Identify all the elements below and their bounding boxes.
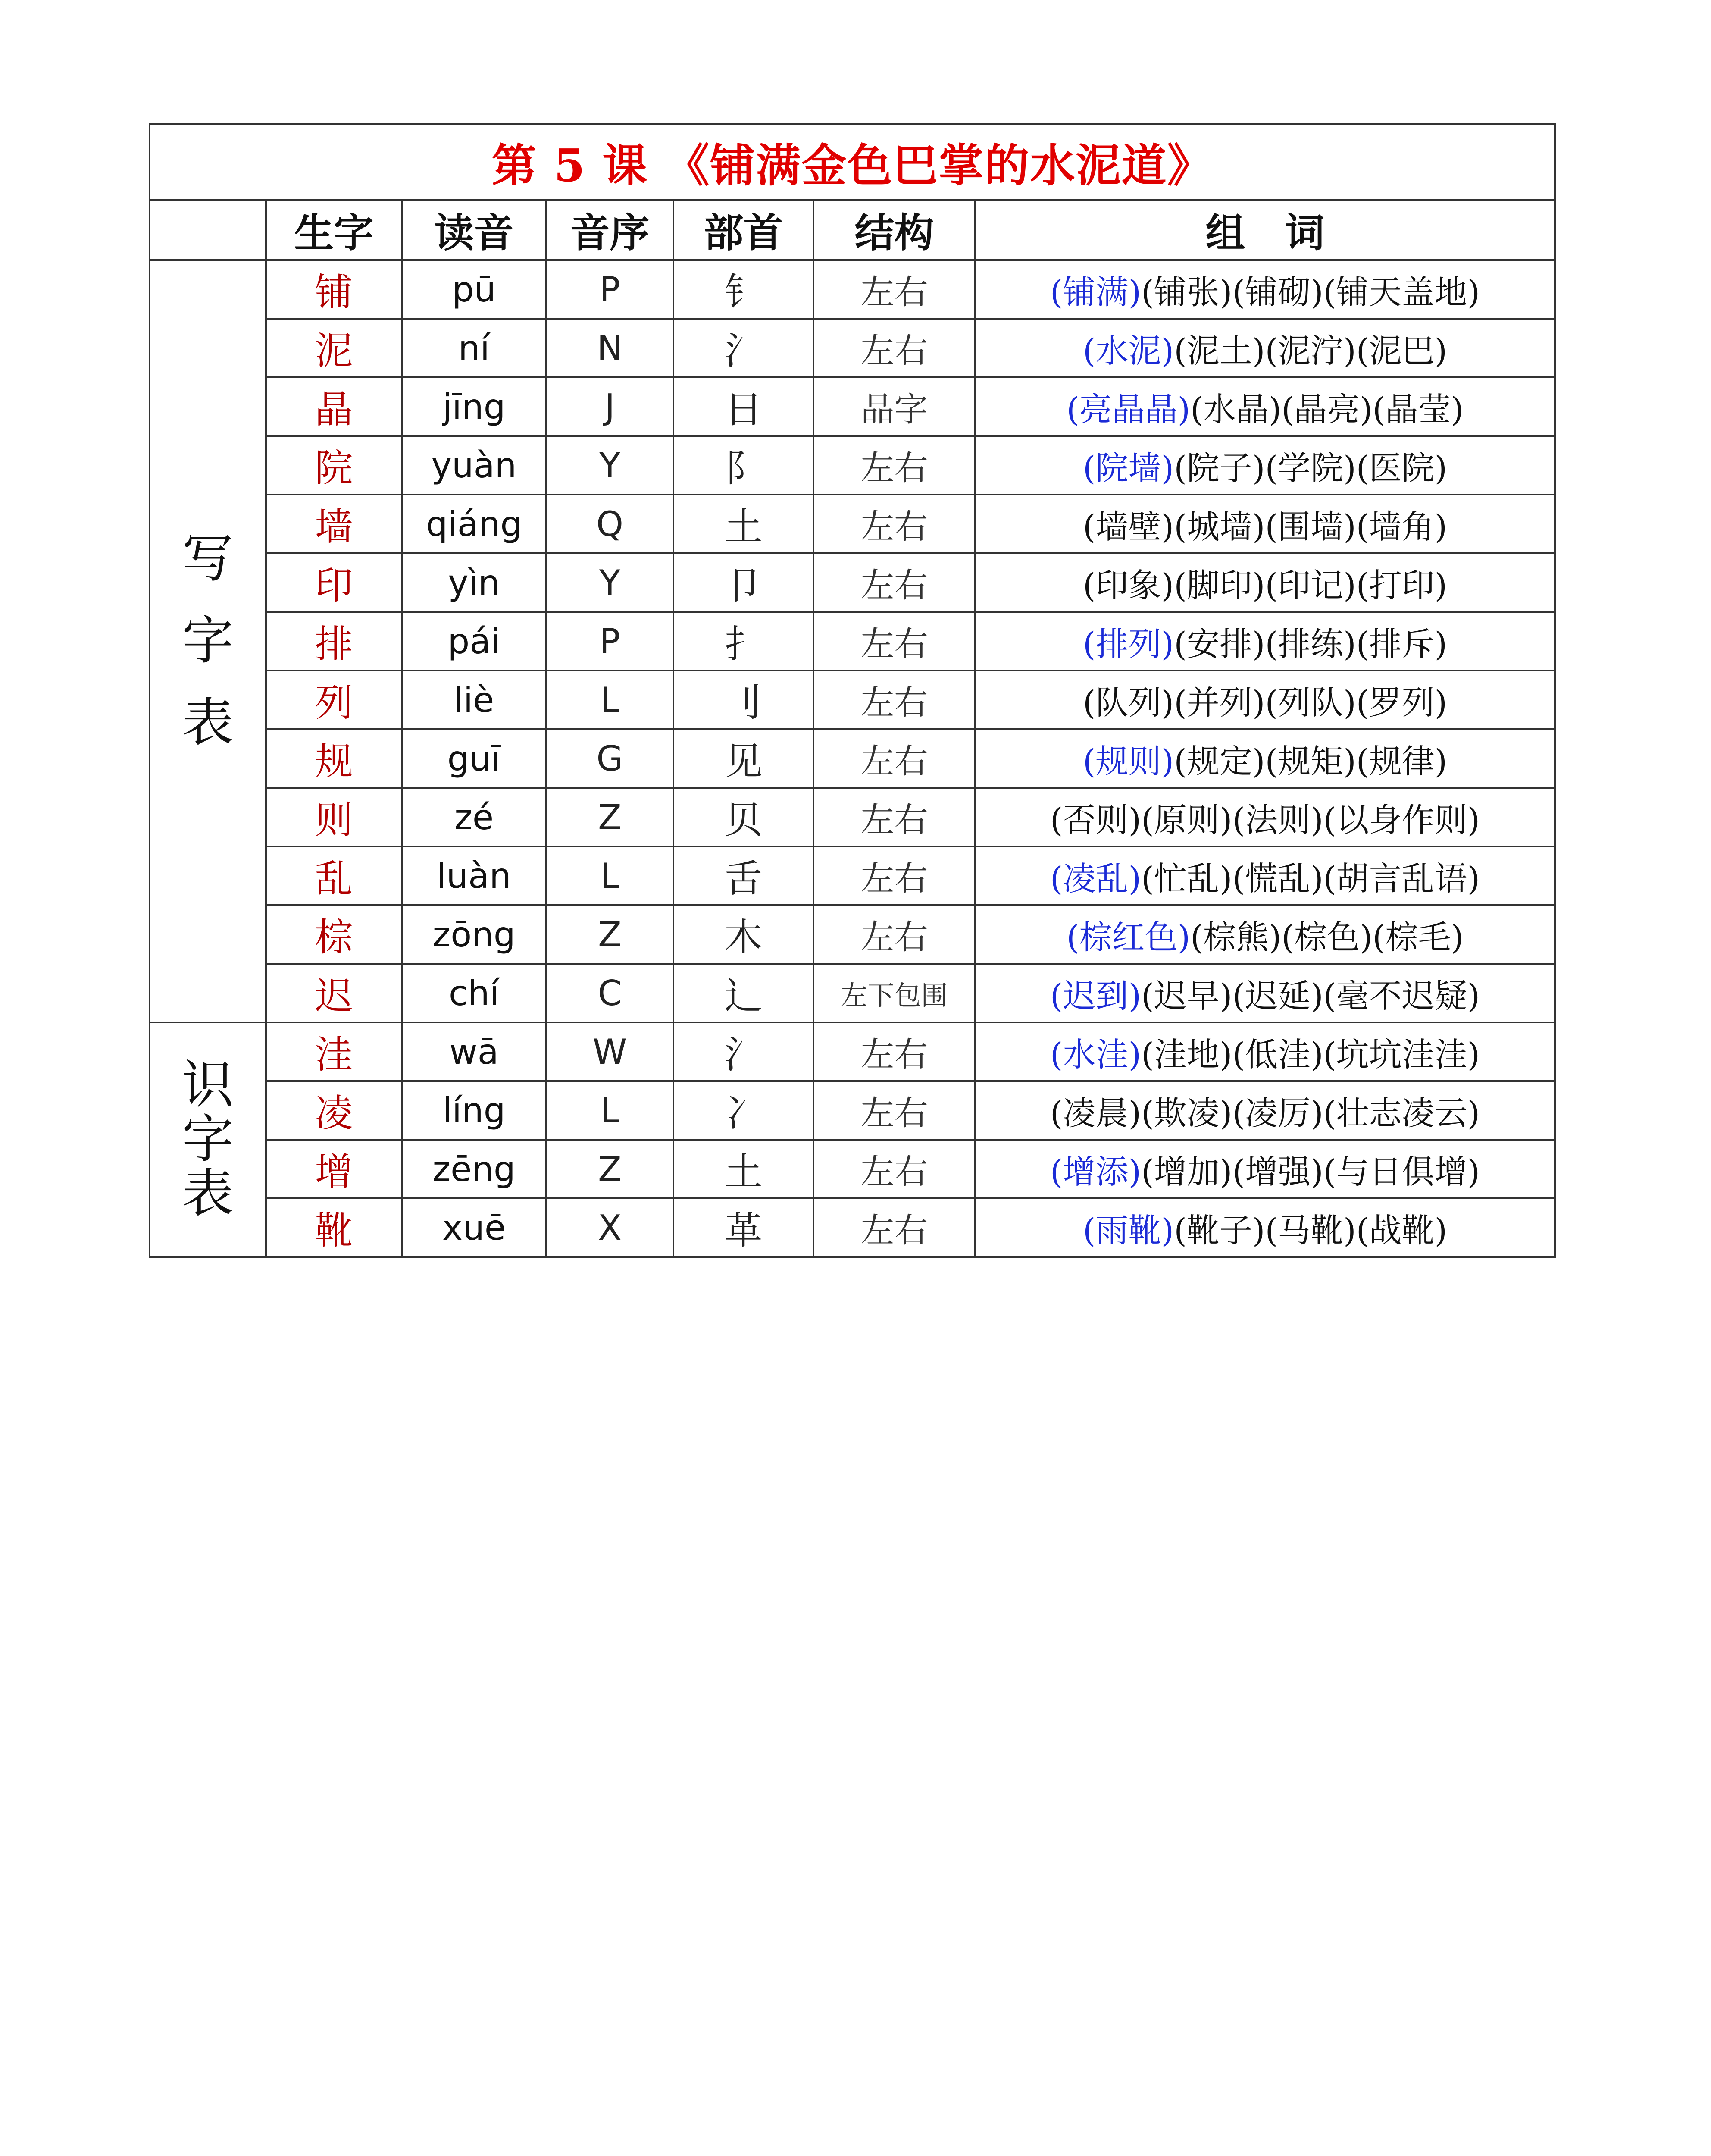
- pinyin-cell: yuàn: [402, 436, 546, 495]
- words-cell: [975, 495, 1555, 553]
- section-char: 表: [182, 693, 234, 753]
- pinyin-cell: guī: [402, 729, 546, 788]
- table-row: [150, 260, 1555, 319]
- index-cell: Z: [546, 788, 673, 846]
- structure-cell: 左右: [813, 260, 975, 319]
- section-char: 字: [182, 611, 234, 671]
- word-list: (凌晨)(欺凌)(凌厉)(壮志凌云): [1050, 1094, 1480, 1132]
- words-cell: [975, 553, 1555, 612]
- index-cell: X: [546, 1198, 673, 1257]
- structure-cell: 左右: [813, 436, 975, 495]
- structure-cell: 品字: [813, 377, 975, 436]
- words-cell: [975, 1140, 1555, 1198]
- radical-cell: 木: [673, 905, 813, 964]
- structure-cell: 左右: [813, 729, 975, 788]
- char-cell: 晶: [266, 377, 402, 436]
- word-list: (队列)(并列)(列队)(罗列): [1082, 683, 1448, 722]
- header-pinyin: 读音: [402, 200, 546, 260]
- pinyin-cell: wā: [402, 1022, 546, 1081]
- words-cell: [975, 612, 1555, 671]
- structure-cell: 左右: [813, 1198, 975, 1257]
- words-cell: [975, 436, 1555, 495]
- char-cell: 靴: [266, 1198, 402, 1257]
- pinyin-cell: líng: [402, 1081, 546, 1140]
- highlighted-word: (院墙): [1082, 448, 1174, 487]
- header-radical: 部首: [673, 200, 813, 260]
- char-cell: 凌: [266, 1081, 402, 1140]
- table-row: [150, 553, 1555, 612]
- pinyin-cell: zōng: [402, 905, 546, 964]
- table-row: [150, 495, 1555, 553]
- table-row: [150, 612, 1555, 671]
- structure-cell: 左右: [813, 671, 975, 729]
- table-row: [150, 436, 1555, 495]
- char-cell: 列: [266, 671, 402, 729]
- word-list: (安排)(排练)(排斥): [1174, 624, 1448, 663]
- index-cell: J: [546, 377, 673, 436]
- index-cell: Y: [546, 553, 673, 612]
- table-row: [150, 671, 1555, 729]
- radical-cell: 冫: [673, 1081, 813, 1140]
- index-cell: C: [546, 964, 673, 1022]
- radical-cell: 氵: [673, 319, 813, 377]
- structure-cell: 左右: [813, 612, 975, 671]
- section-recognize-label: [150, 1022, 266, 1257]
- table-row: [150, 377, 1555, 436]
- section-char: 写: [182, 529, 234, 589]
- pinyin-cell: yìn: [402, 553, 546, 612]
- pinyin-cell: jīng: [402, 377, 546, 436]
- index-cell: Y: [546, 436, 673, 495]
- char-cell: 院: [266, 436, 402, 495]
- index-cell: P: [546, 260, 673, 319]
- radical-cell: 日: [673, 377, 813, 436]
- word-list: (印象)(脚印)(印记)(打印): [1082, 566, 1448, 605]
- highlighted-word: (棕红色): [1066, 918, 1191, 956]
- words-cell: [975, 260, 1555, 319]
- highlighted-word: (水泥): [1082, 331, 1174, 370]
- index-cell: Z: [546, 905, 673, 964]
- structure-cell: 左右: [813, 1081, 975, 1140]
- table-row: [150, 788, 1555, 846]
- section-write-label: [150, 260, 266, 1022]
- table-row: [150, 1081, 1555, 1140]
- char-cell: 乱: [266, 846, 402, 905]
- structure-cell: 左右: [813, 495, 975, 553]
- char-cell: 增: [266, 1140, 402, 1198]
- header-blank: [150, 200, 266, 260]
- pinyin-cell: xuē: [402, 1198, 546, 1257]
- words-cell: [975, 319, 1555, 377]
- structure-cell: 左右: [813, 1140, 975, 1198]
- word-list: (迟早)(迟延)(毫不迟疑): [1141, 976, 1480, 1015]
- table-row: [150, 1140, 1555, 1198]
- structure-cell: 左右: [813, 319, 975, 377]
- words-cell: [975, 1198, 1555, 1257]
- vocabulary-table: [149, 123, 1556, 1258]
- table-row: [150, 729, 1555, 788]
- word-list: (水晶)(晶亮)(晶莹): [1190, 390, 1464, 429]
- radical-cell: 贝: [673, 788, 813, 846]
- table-row: [150, 1198, 1555, 1257]
- radical-cell: 钅: [673, 260, 813, 319]
- words-cell: [975, 1022, 1555, 1081]
- radical-cell: 革: [673, 1198, 813, 1257]
- structure-cell: 左右: [813, 788, 975, 846]
- table-row: [150, 846, 1555, 905]
- word-list: (忙乱)(慌乱)(胡言乱语): [1141, 859, 1480, 898]
- radical-cell: 刂: [673, 671, 813, 729]
- char-cell: 印: [266, 553, 402, 612]
- word-list: (靴子)(马靴)(战靴): [1174, 1211, 1448, 1250]
- section-char: 识: [182, 1055, 234, 1115]
- word-list: (否则)(原则)(法则)(以身作则): [1050, 800, 1480, 839]
- word-list: (墙壁)(城墙)(围墙)(墙角): [1082, 507, 1448, 546]
- index-cell: L: [546, 846, 673, 905]
- char-cell: 洼: [266, 1022, 402, 1081]
- radical-cell: 土: [673, 1140, 813, 1198]
- char-cell: 排: [266, 612, 402, 671]
- pinyin-cell: chí: [402, 964, 546, 1022]
- highlighted-word: (水洼): [1050, 1035, 1142, 1074]
- highlighted-word: (凌乱): [1050, 859, 1142, 898]
- index-cell: G: [546, 729, 673, 788]
- highlighted-word: (雨靴): [1082, 1211, 1174, 1250]
- char-cell: 棕: [266, 905, 402, 964]
- highlighted-word: (规则): [1082, 742, 1174, 780]
- structure-cell: 左右: [813, 905, 975, 964]
- index-cell: Z: [546, 1140, 673, 1198]
- radical-cell: 氵: [673, 1022, 813, 1081]
- word-list: (铺张)(铺砌)(铺天盖地): [1141, 273, 1480, 311]
- index-cell: P: [546, 612, 673, 671]
- lesson-title: 第 5 课 《铺满金色巴掌的水泥道》: [150, 124, 1555, 200]
- structure-cell: 左右: [813, 846, 975, 905]
- pinyin-cell: liè: [402, 671, 546, 729]
- words-cell: [975, 964, 1555, 1022]
- char-cell: 泥: [266, 319, 402, 377]
- table-row: [150, 964, 1555, 1022]
- index-cell: Q: [546, 495, 673, 553]
- pinyin-cell: pū: [402, 260, 546, 319]
- word-list: (增加)(增强)(与日俱增): [1141, 1152, 1480, 1191]
- radical-cell: 辶: [673, 964, 813, 1022]
- radical-cell: 见: [673, 729, 813, 788]
- header-char: 生字: [266, 200, 402, 260]
- index-cell: L: [546, 671, 673, 729]
- word-list: (棕熊)(棕色)(棕毛): [1190, 918, 1464, 956]
- char-cell: 则: [266, 788, 402, 846]
- index-cell: W: [546, 1022, 673, 1081]
- index-cell: N: [546, 319, 673, 377]
- pinyin-cell: pái: [402, 612, 546, 671]
- pinyin-cell: zé: [402, 788, 546, 846]
- structure-cell: 左右: [813, 1022, 975, 1081]
- radical-cell: 阝: [673, 436, 813, 495]
- structure-cell: 左右: [813, 553, 975, 612]
- char-cell: 迟: [266, 964, 402, 1022]
- highlighted-word: (亮晶晶): [1066, 390, 1191, 429]
- pinyin-cell: ní: [402, 319, 546, 377]
- char-cell: 墙: [266, 495, 402, 553]
- radical-cell: 舌: [673, 846, 813, 905]
- header-index: 音序: [546, 200, 673, 260]
- highlighted-word: (迟到): [1050, 976, 1142, 1015]
- highlighted-word: (铺满): [1050, 273, 1142, 311]
- words-cell: [975, 377, 1555, 436]
- highlighted-word: (排列): [1082, 624, 1174, 663]
- words-cell: [975, 905, 1555, 964]
- char-cell: 铺: [266, 260, 402, 319]
- word-list: (洼地)(低洼)(坑坑洼洼): [1141, 1035, 1480, 1074]
- pinyin-cell: qiáng: [402, 495, 546, 553]
- pinyin-cell: luàn: [402, 846, 546, 905]
- table-row: [150, 319, 1555, 377]
- header-words: 组 词: [975, 200, 1555, 260]
- words-cell: [975, 1081, 1555, 1140]
- char-cell: 规: [266, 729, 402, 788]
- header-row: [150, 200, 1555, 260]
- words-cell: [975, 788, 1555, 846]
- table-row: [150, 905, 1555, 964]
- word-list: (规定)(规矩)(规律): [1174, 742, 1448, 780]
- radical-cell: 土: [673, 495, 813, 553]
- section-char: 表: [182, 1164, 234, 1224]
- highlighted-word: (增添): [1050, 1152, 1142, 1191]
- word-list: (院子)(学院)(医院): [1174, 448, 1448, 487]
- radical-cell: 卩: [673, 553, 813, 612]
- words-cell: [975, 729, 1555, 788]
- words-cell: [975, 846, 1555, 905]
- header-structure: 结构: [813, 200, 975, 260]
- radical-cell: 扌: [673, 612, 813, 671]
- table-row: [150, 1022, 1555, 1081]
- structure-cell: 左下包围: [813, 964, 975, 1022]
- words-cell: [975, 671, 1555, 729]
- word-list: (泥土)(泥泞)(泥巴): [1174, 331, 1448, 370]
- pinyin-cell: zēng: [402, 1140, 546, 1198]
- section-char: 字: [182, 1109, 234, 1169]
- index-cell: L: [546, 1081, 673, 1140]
